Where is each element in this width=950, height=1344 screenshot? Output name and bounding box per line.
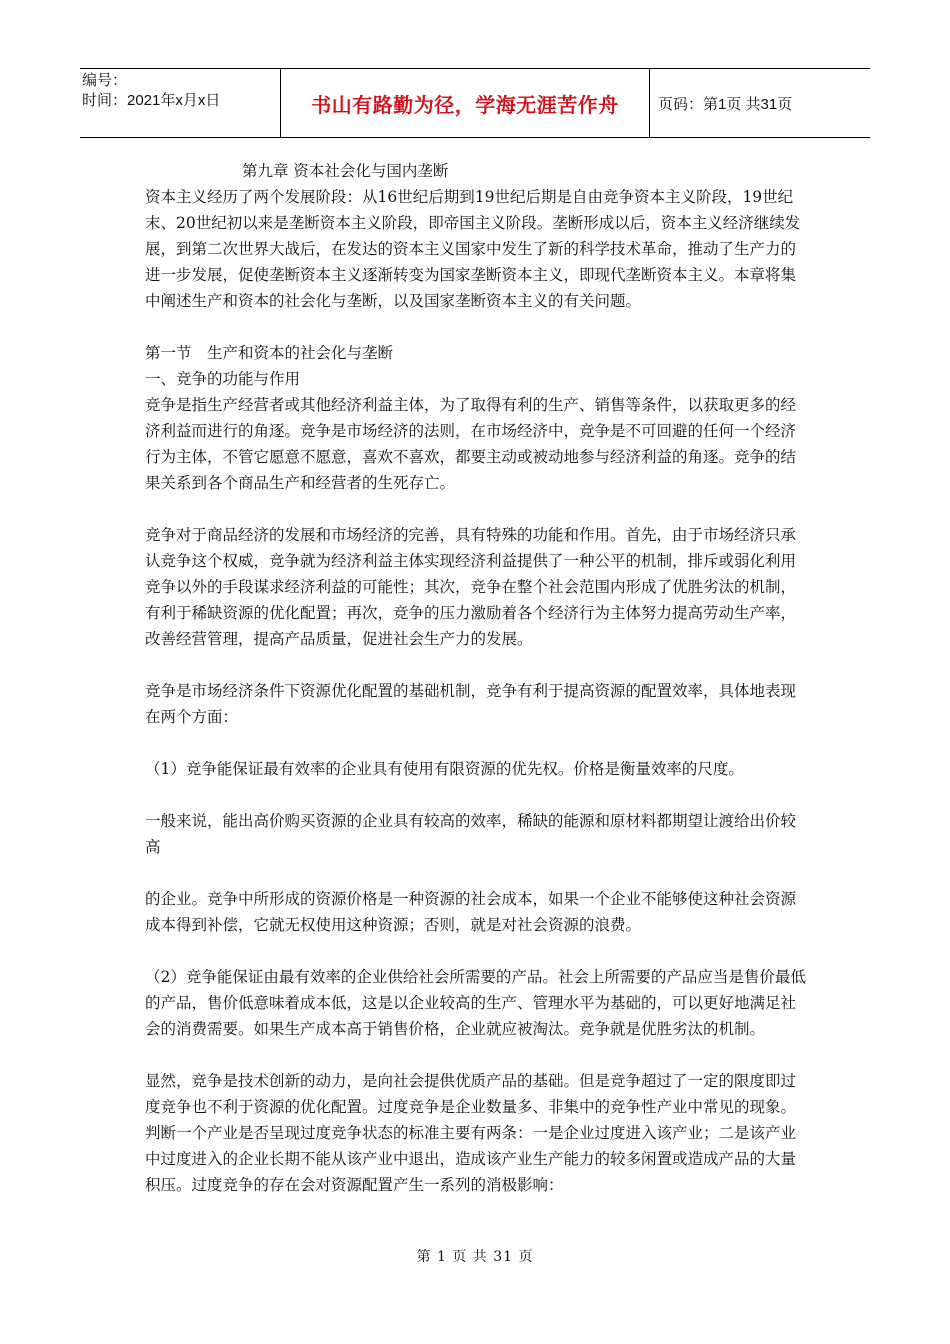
spacer <box>145 496 807 522</box>
body-paragraph: 显然，竞争是技术创新的动力，是向社会提供优质产品的基础。但是竞争超过了一定的限度即过度竞争也不利于资源的优化配置。过度竞争是企业数量多、非集中的竞争性产业中常见的现象。判断一个产业是否呈现过度竞争状态的标准主要有两条：一是企业过度进入该产业；二是该产业中过度进入的企业长期不能从该产业中退出，造成该产业生产能力的较多闲置或造成产品的大量积压。过度竞争的存在会对资源配置产生一系列的消极影响： <box>145 1072 797 1194</box>
header-motto-cell <box>280 69 650 137</box>
body-paragraph: 的企业。竞争中所形成的资源价格是一种资源的社会成本，如果一个企业不能够使这种社会资源成本得到补偿，它就无权使用这种资源；否则，就是对社会资源的浪费。 <box>145 890 797 934</box>
body-paragraph: 竞争对于商品经济的发展和市场经济的完善，具有特殊的功能和作用。首先，由于市场经济只承认竞争这个权威，竞争就为经济利益主体实现经济利益提供了一种公平的机制，排斥或弱化利用竞争以外的手段谋求经济利益的可能性；其次，竞争在整个社会范围内形成了优胜劣汰的机制，有利于稀缺资源的优化配置；再次，竞争的压力激励着各个经济行为主体努力提高劳动生产率，改善经营管理，提高产品质量，促进社会生产力的发展。 <box>145 526 797 648</box>
header-left-cell <box>80 69 280 137</box>
spacer <box>145 782 807 808</box>
document-number-label: 编号： <box>82 72 128 89</box>
body-paragraph: 竞争是市场经济条件下资源优化配置的基础机制，竞争有利于提高资源的配置效率，具体地表现在两个方面： <box>145 682 797 726</box>
body-paragraph: （1）竞争能保证最有效率的企业具有使用有限资源的优先权。价格是衡量效率的尺度。 <box>145 760 744 778</box>
header-page-info: 页码：第1页 共31页 <box>658 95 793 113</box>
body-paragraph: （2）竞争能保证由最有效率的企业供给社会所需要的产品。社会上所需要的产品应当是售价最低的产品，售价低意味着成本低，这是以企业较高的生产、管理水平为基础的，可以更好地满足社会的消费需要。如果生产成本高于销售价格，企业就应被淘汰。竞争就是优胜劣汰的机制。 <box>145 968 806 1038</box>
page-footer: 第 1 页 共 31 页 <box>416 1249 534 1265</box>
body-paragraph: 一般来说，能出高价购买资源的企业具有较高的效率，稀缺的能源和原材料都期望让渡给出价较高 <box>145 812 797 856</box>
spacer <box>145 860 807 886</box>
document-body <box>145 158 807 1198</box>
spacer <box>145 314 807 340</box>
chapter-intro-paragraph: 资本主义经历了两个发展阶段：从16世纪后期到19世纪后期是自由竞争资本主义阶段，19世纪末、20世纪初以来是垄断资本主义阶段，即帝国主义阶段。垄断形成以后，资本主义经济继续发展，到第二次世界大战后，在发达的资本主义国家中发生了新的科学技术革命，推动了生产力的进一步发展，促使垄断资本主义逐渐转变为国家垄断资本主义，即现代垄断资本主义。本章将集中阐述生产和资本的社会化与垄断，以及国家垄断资本主义的有关问题。 <box>145 188 801 310</box>
spacer <box>145 1042 807 1068</box>
page-header <box>80 68 870 138</box>
header-page-cell <box>650 69 870 137</box>
subsection-title: 一、竞争的功能与作用 <box>145 370 301 388</box>
body-paragraph: 竞争是指生产经营者或其他经济利益主体，为了取得有利的生产、销售等条件，以获取更多的经济利益而进行的角逐。竞争是市场经济的法则，在市场经济中，竞争是不可回避的任何一个经济行为主体，不管它愿意不愿意，喜欢不喜欢，都要主动或被动地参与经济利益的角逐。竞争的结果关系到各个商品生产和经营者的生死存亡。 <box>145 396 797 492</box>
document-date-label: 时间：2021年x月x日 <box>82 92 221 109</box>
chapter-title: 第九章 资本社会化与国内垄断 <box>242 162 449 180</box>
spacer <box>145 730 807 756</box>
spacer <box>145 938 807 964</box>
section-title: 第一节 生产和资本的社会化与垄断 <box>145 344 394 362</box>
spacer <box>145 652 807 678</box>
header-motto: 书山有路勤为径，学海无涯苦作舟 <box>311 92 619 117</box>
